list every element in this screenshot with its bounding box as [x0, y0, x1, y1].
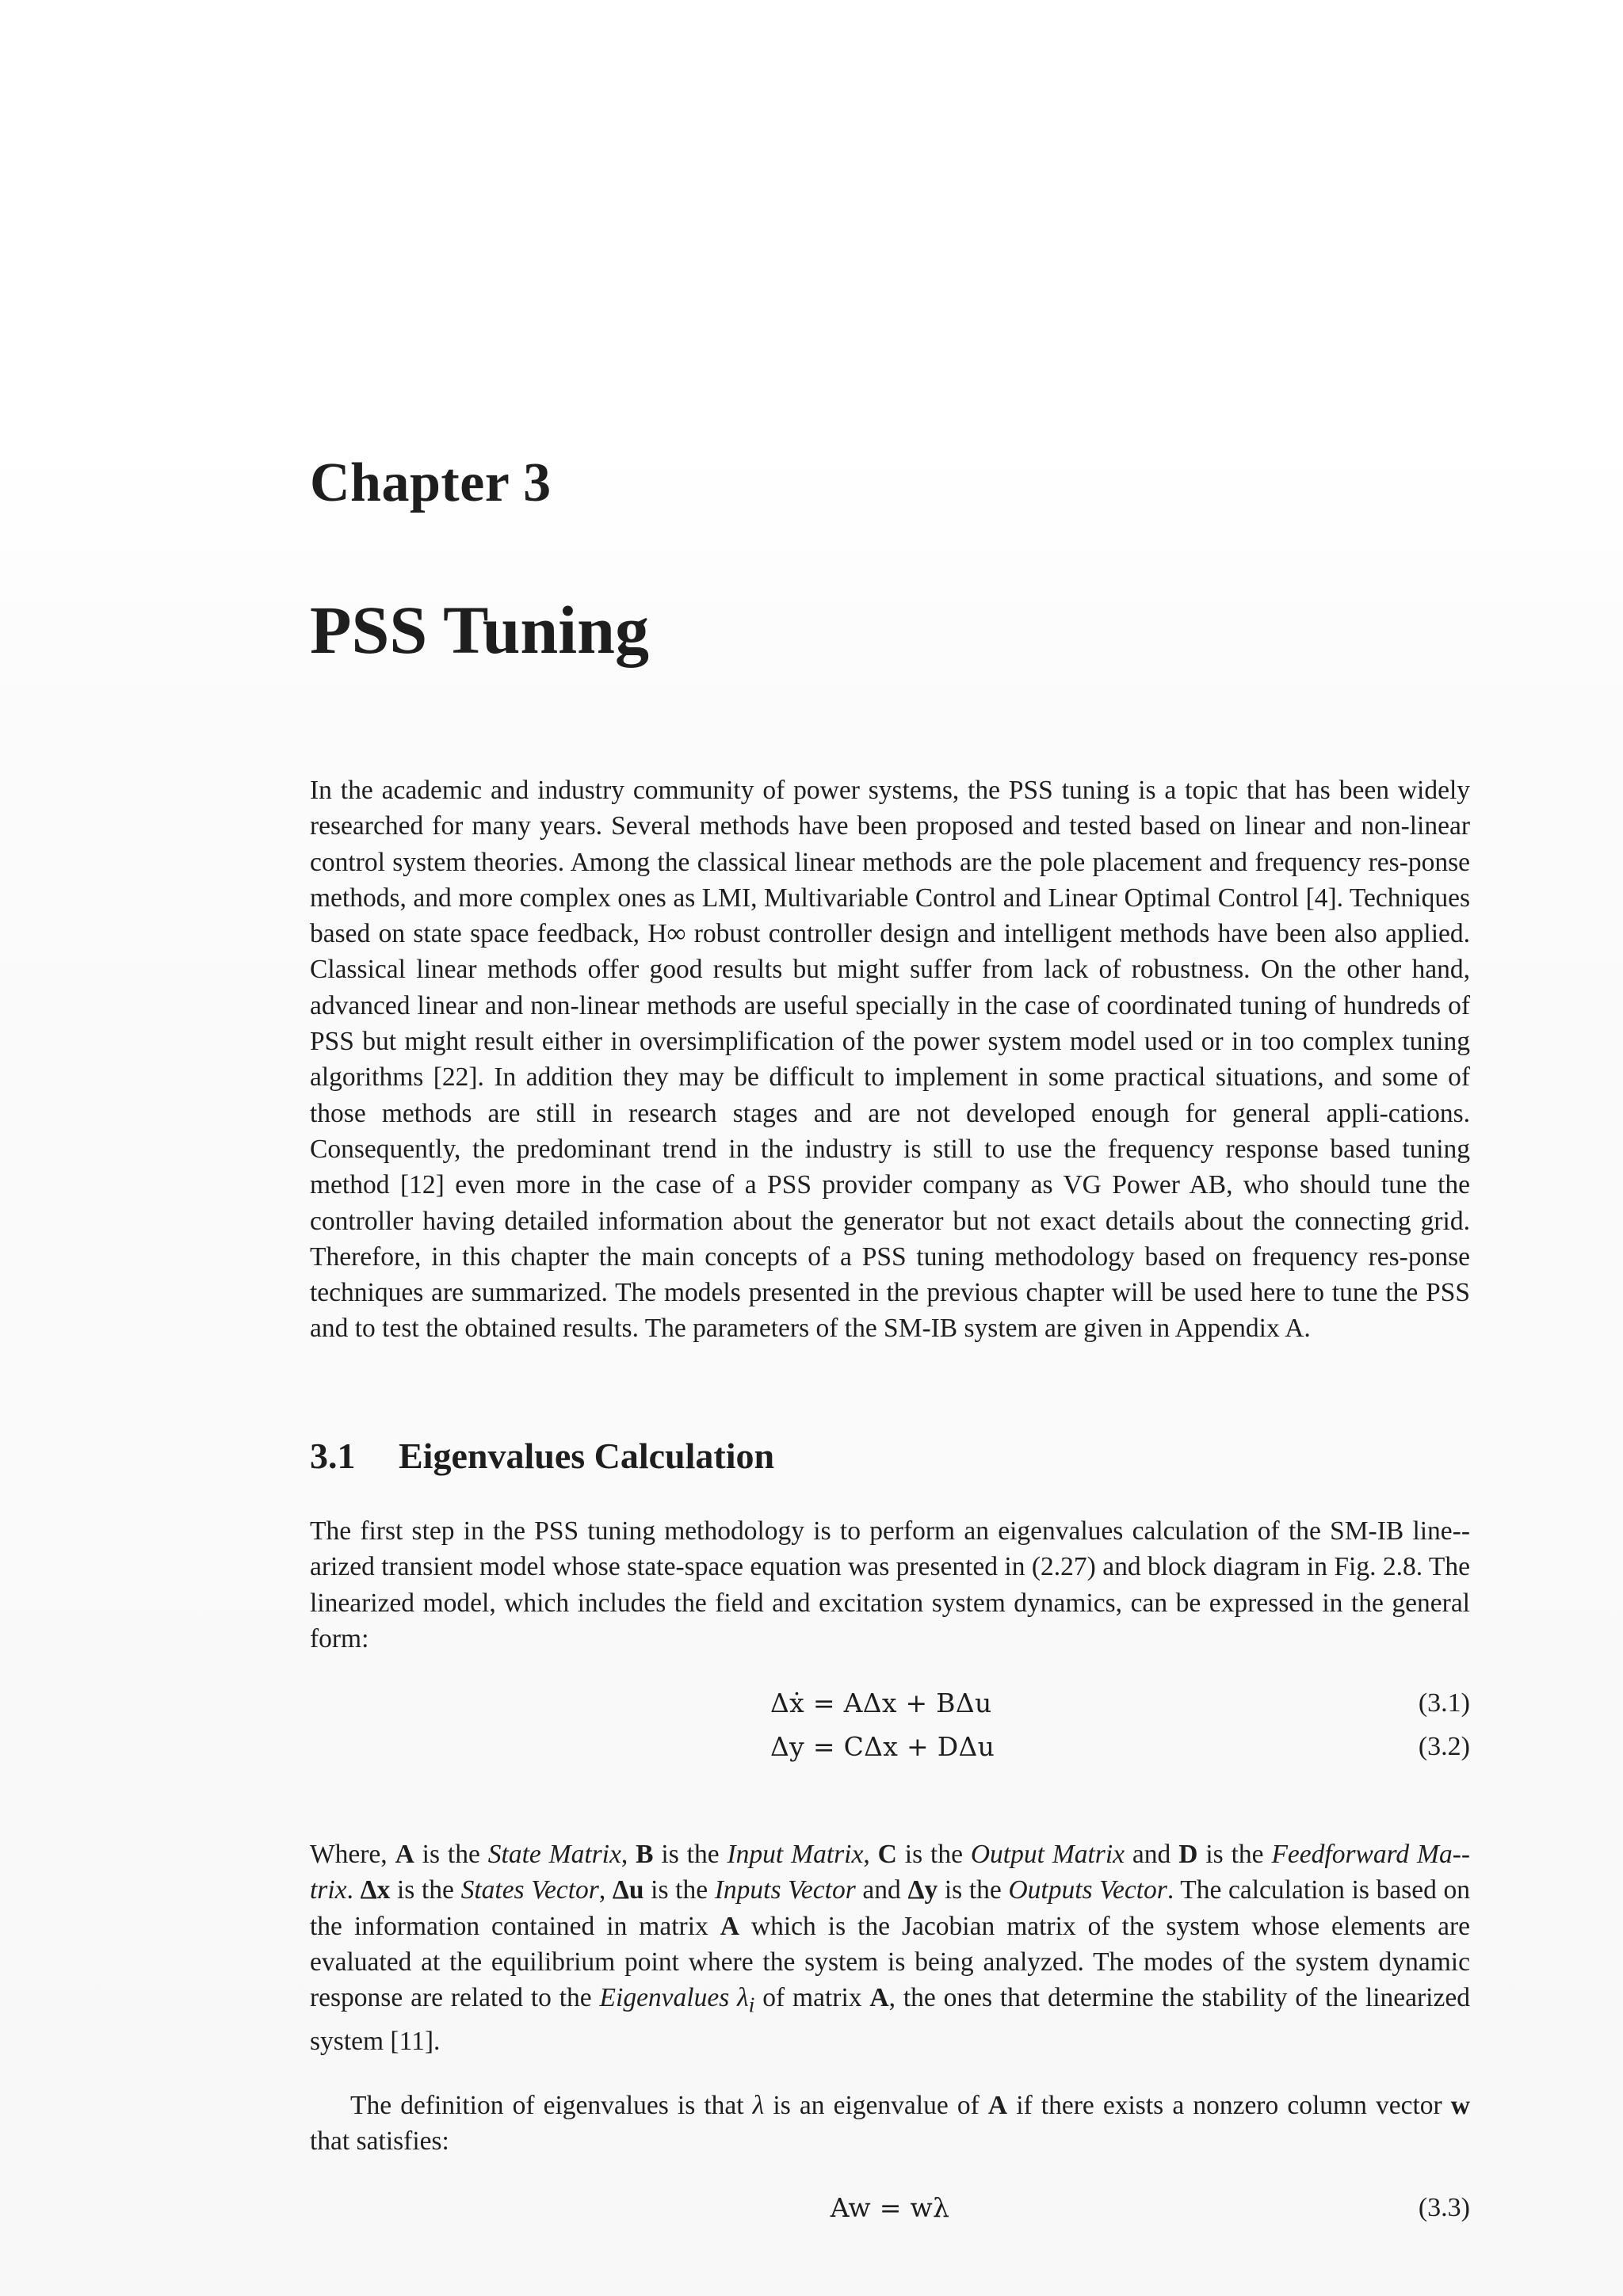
section-title: Eigenvalues Calculation — [399, 1436, 775, 1476]
equation-3-2 — [310, 1729, 1470, 1765]
section-paragraph-3: The definition of eigenvalues is that λ is an eigenvalue of A if there exists a nonzero column vector w that satisfies: — [310, 2091, 1470, 2157]
chapter-title: PSS Tuning — [310, 592, 649, 668]
equation-expression: Δẋ = AΔx + BΔu — [770, 1688, 992, 1718]
section-heading — [310, 1438, 774, 1474]
equation-number: (3.2) — [1418, 1732, 1470, 1761]
chapter-label: Chapter 3 — [310, 452, 552, 513]
section-paragraph-1: The first step in the PSS tuning methodology is to perform an eigenvalues calculation of the SM-IB line-arized transient model whose state-space equation was presented in (2.27) and block diagram in Fig. 2.8. The linearized model, which includes the field and excitation system dynamics, can be expressed in the general form: — [310, 1516, 1470, 1653]
equation-number: (3.3) — [1418, 2193, 1470, 2222]
equation-expression: Δy = CΔx + DΔu — [770, 1731, 995, 1762]
equation-expression: Aw = wλ — [830, 2192, 950, 2223]
equation-3-1 — [310, 1685, 1470, 1722]
equation-number: (3.1) — [1418, 1688, 1470, 1718]
intro-paragraph: In the academic and industry community of power systems, the PSS tuning is a topic that has been widely researched for many years. Several methods have been proposed and tested based on linear and non-linear control system theories. Among the classical linear methods are the pole placement and frequency res-ponse methods, and more complex ones as LMI, Multivariable Control and Linear Optimal Control [4]. Techniques based on state space feedback, H∞ robust controller design and intelligent methods have been also applied. Classical linear methods offer good results but might suffer from lack of robustness. On the other hand, advanced linear and non-linear methods are useful specially in the case of coordinated tuning of hundreds of PSS but might result either in oversimplification of the power system model used or in too complex tuning algorithms [22]. In addition they may be difficult to implement in some practical situations, and some of those methods are still in research stages and are not developed enough for general appli-cations. Consequently, the predominant trend in the industry is still to use the frequency response based tuning method [12] even more in the case of a PSS provider company as VG Power AB, who should tune the controller having detailed information about the generator but not exact details about the connecting grid. Therefore, in this chapter the main concepts of a PSS tuning methodology based on frequency res-ponse techniques are summarized. The models presented in the previous chapter will be used here to tune the PSS and to test the obtained results. The parameters of the SM-IB system are given in Appendix A. — [310, 776, 1470, 1344]
section-paragraph-2: Where, A is the State Matrix, B is the Input Matrix, C is the Output Matrix and D is the Feedforward Ma-trix. Δx is the States Vector, Δu is the Inputs Vector and Δy is the Outputs Vector. The calculation is based on the information contained in matrix A which is the Jacobian matrix of the system whose elements are evaluated at the equilibrium point where the system is being analyzed. The modes of the system dynamic response are related to the Eigenvalues $\lambda_i$ of matrix A, the ones that determine the stability of the linearized system [11]. — [310, 1840, 1471, 2057]
section-number: 3.1 — [310, 1436, 356, 1476]
equation-3-3 — [310, 2190, 1470, 2226]
